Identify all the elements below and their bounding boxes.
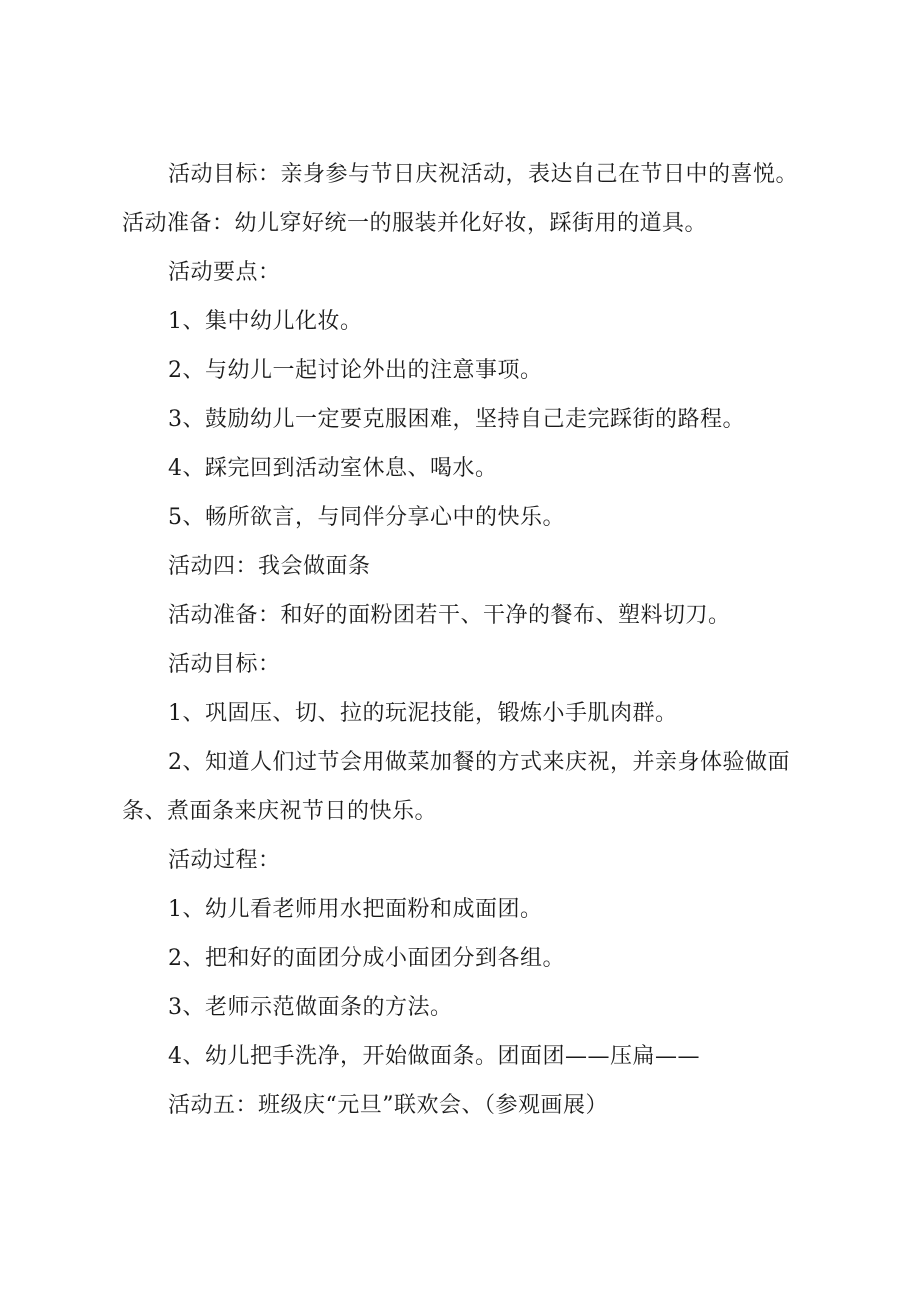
paragraph-point-2: 2、与幼儿一起讨论外出的注意事项。 [168,358,543,383]
paragraph-process-4: 4、幼儿把手洗净，开始做面条。团面团——压扁—— [168,1044,700,1069]
paragraph-activity-four-goals-heading: 活动目标： [168,652,281,677]
paragraph-activity-four-prep: 活动准备：和好的面粉团若干、干净的餐布、塑料切刀。 [168,603,731,628]
document-body [122,150,812,1130]
paragraph-goal-1: 1、巩固压、切、拉的玩泥技能，锻炼小手肌肉群。 [168,701,678,726]
paragraph-point-3: 3、鼓励幼儿一定要克服困难，坚持自己走完踩街的路程。 [168,407,745,432]
paragraph-process-1: 1、幼儿看老师用水把面粉和成面团。 [168,897,543,922]
paragraph-activity-points-heading: 活动要点： [168,260,281,285]
paragraph-activity-four-heading: 活动四：我会做面条 [168,554,371,579]
paragraph-goal-2: 2、知道人们过节会用做菜加餐的方式来庆祝，并亲身体验做面条、煮面条来庆祝节日的快乐。 [122,750,790,824]
paragraph-activity-five-heading: 活动五：班级庆“元旦”联欢会、（参观画展） [168,1093,608,1118]
paragraph-point-5: 5、畅所欲言，与同伴分享心中的快乐。 [168,505,565,530]
paragraph-point-4: 4、踩完回到活动室休息、喝水。 [168,456,498,481]
paragraph-activity-goal-prep: 活动目标：亲身参与节日庆祝活动，表达自己在节日中的喜悦。活动准备：幼儿穿好统一的服装并化好妆，踩街用的道具。 [122,162,799,236]
paragraph-point-1: 1、集中幼儿化妆。 [168,309,363,334]
paragraph-process-3: 3、老师示范做面条的方法。 [168,995,453,1020]
paragraph-process-2: 2、把和好的面团分成小面团分到各组。 [168,946,565,971]
paragraph-process-heading: 活动过程： [168,848,281,873]
